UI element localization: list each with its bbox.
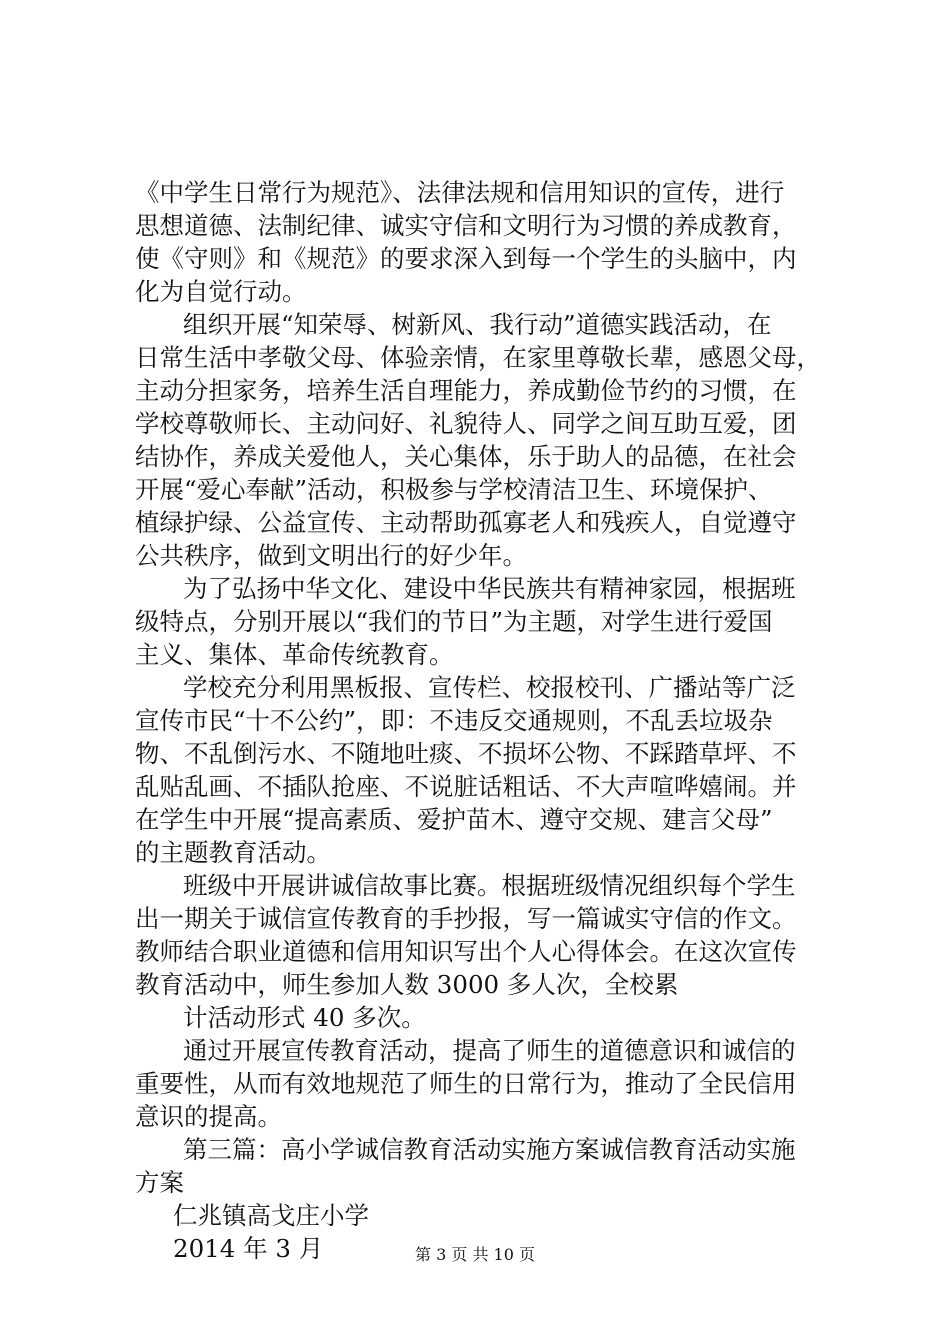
text-line: 意识的提高。 <box>135 1102 282 1131</box>
text-line: 出一期关于诚信宣传教育的手抄报，写一篇诚实守信的作文。 <box>135 904 797 933</box>
text-line: 教师结合职业道德和信用知识写出个人心得体会。在这次宣传 <box>135 937 797 966</box>
text-line: 班级中开展讲诚信故事比赛。根据班级情况组织每个学生 <box>183 871 796 900</box>
text-line: 2014 年 3 月 <box>173 1234 324 1263</box>
text-line: 在学生中开展“提高素质、爱护苗木、遵守交规、建言父母” <box>135 805 773 834</box>
text-line: 为了弘扬中华文化、建设中华民族共有精神家园，根据班 <box>183 574 796 603</box>
text-line: 教育活动中，师生参加人数 3000 多人次，全校累 <box>135 970 679 999</box>
text-line: 物、不乱倒污水、不随地吐痰、不损坏公物、不踩踏草坪、不 <box>135 739 797 768</box>
text-line: 开展“爱心奉献”活动，积极参与学校清洁卫生、环境保护、 <box>135 475 773 504</box>
text-line: 计活动形式 40 多次。 <box>183 1003 426 1032</box>
text-line: 主义、集体、革命传统教育。 <box>135 640 454 669</box>
document-body <box>135 176 835 1265</box>
text-line: 使《守则》和《规范》的要求深入到每一个学生的头脑中，内 <box>135 244 797 273</box>
text-line: 仁兆镇高戈庄小学 <box>173 1201 369 1230</box>
text-line: 思想道德、法制纪律、诚实守信和文明行为习惯的养成教育， <box>135 211 797 240</box>
text-line: 重要性，从而有效地规范了师生的日常行为，推动了全民信用 <box>135 1069 797 1098</box>
text-line: 主动分担家务，培养生活自理能力，养成勤俭节约的习惯，在 <box>135 376 797 405</box>
text-line: 学校充分利用黑板报、宣传栏、校报校刊、广播站等广泛 <box>183 673 796 702</box>
text-line: 学校尊敬师长、主动问好、礼貌待人、同学之间互助互爱，团 <box>135 409 797 438</box>
text-line: 乱贴乱画、不插队抢座、不说脏话粗话、不大声喧哗嬉闹。并 <box>135 772 797 801</box>
text-line: 化为自觉行动。 <box>135 277 307 306</box>
text-line: 级特点，分别开展以“我们的节日”为主题，对学生进行爱国 <box>135 607 773 636</box>
text-line: 方案 <box>135 1168 184 1197</box>
text-line: 通过开展宣传教育活动，提高了师生的道德意识和诚信的 <box>183 1036 796 1065</box>
text-line: 的主题教育活动。 <box>135 838 331 867</box>
text-line: 组织开展“知荣辱、树新风、我行动”道德实践活动，在 <box>183 310 772 339</box>
page-footer: 第 3 页 共 10 页 <box>415 1245 535 1264</box>
text-line: 植绿护绿、公益宣传、主动帮助孤寡老人和残疾人，自觉遵守 <box>135 508 797 537</box>
text-line: 结协作，养成关爱他人，关心集体，乐于助人的品德，在社会 <box>135 442 797 471</box>
text-line: 日常生活中孝敬父母、体验亲情，在家里尊敬长辈，感恩父母， <box>135 343 821 372</box>
text-line: 《中学生日常行为规范》、法律法规和信用知识的宣传，进行 <box>135 178 785 207</box>
text-line: 公共秩序，做到文明出行的好少年。 <box>135 541 527 570</box>
text-line: 宣传市民“十不公约”，即：不违反交通规则，不乱丢垃圾杂 <box>135 706 773 735</box>
text-line: 第三篇：高小学诚信教育活动实施方案诚信教育活动实施 <box>183 1135 796 1164</box>
